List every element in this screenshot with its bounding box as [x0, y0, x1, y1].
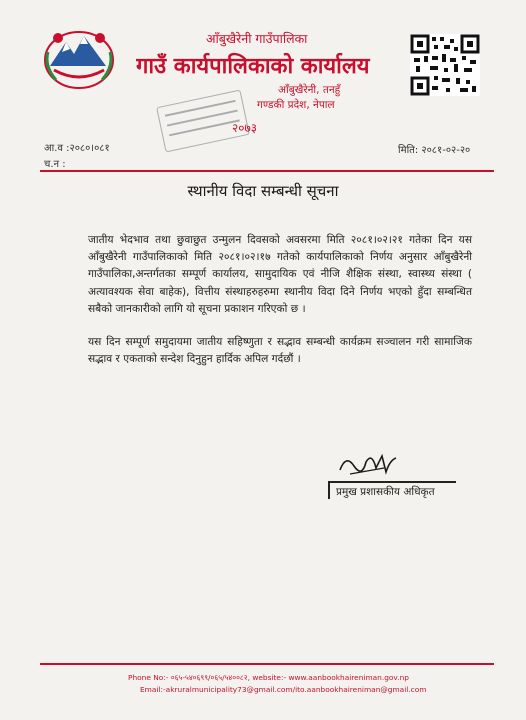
notice-paragraph-2: यस दिन सम्पूर्ण समुदायमा जातीय सहिष्णुता र सद्भाव सम्बन्धी कार्यक्रम सञ्चालन गरी सामाजिक सद्भाव र एकताको सन्देश दिनुहुन हार्दिक अपिल गर्दछौं । [88, 336, 472, 366]
notice-title: स्थानीय विदा सम्बन्धी सूचना [187, 182, 339, 200]
established-year: २०७३ [232, 121, 257, 135]
nepal-emblem-icon [40, 22, 118, 92]
qr-code-icon [410, 34, 480, 96]
header-divider [40, 170, 494, 172]
footer-divider [40, 663, 494, 665]
footer-contact-phone-web: Phone No:- ०६५-५४०६९९/०६५/५४००८२, website:- www.aanbookhaireniman.gov.np [128, 673, 409, 682]
office-title: गाउँ कार्यपालिकाको कार्यालय [136, 54, 370, 79]
address-line-1: आँबुखैरेनी, तनहुँ [278, 84, 341, 96]
dispatch-number: च.न : [44, 159, 66, 170]
signatory-designation: प्रमुख प्रशासकीय अधिकृत [328, 481, 456, 499]
signature-icon [336, 448, 398, 478]
address-line-2: गण्डकी प्रदेश, नेपाल [257, 99, 335, 111]
notice-paragraph-1: जातीय भेदभाव तथा छुवाछुत उन्मुलन दिवसको अवसरमा मिति २०८१।०२।२१ गतेका दिन यस आँबुखैरेनी गाउँपालिकाको मिति २०८१।०२।१७ गतेको कार्यपालिकाको निर्णय अनुसार आँबुखैरेनी गाउँपालिका,अन्तर्गतका सम्पूर्ण कार्यालय, सामुदायिक एवं नीजि शैक्षिक संस्था, स्वास्थ्य संस्था ( अत्यावश्यक सेवा बाहेक), वित्तीय संस्थाहरुहरुमा स्थानीय विदा दिने निर्णय भएको हुँदा सम्बन्धित सबैको जानकारीको लागि यो सूचना प्रकाशन गरिएको छ । [88, 234, 472, 315]
office-stamp [156, 90, 250, 153]
footer-contact-email: Email:-akruralmunicipality73@gmail.com/ito.aanbookhaireniman@gmail.com [140, 685, 427, 694]
notice-date: मिति: २०८१-०२-२० [398, 145, 471, 156]
fiscal-year-ref: आ.व :२०८०।०८१ [44, 143, 110, 154]
municipality-name: आँबुखैरेनी गाउँपालिका [206, 31, 308, 46]
